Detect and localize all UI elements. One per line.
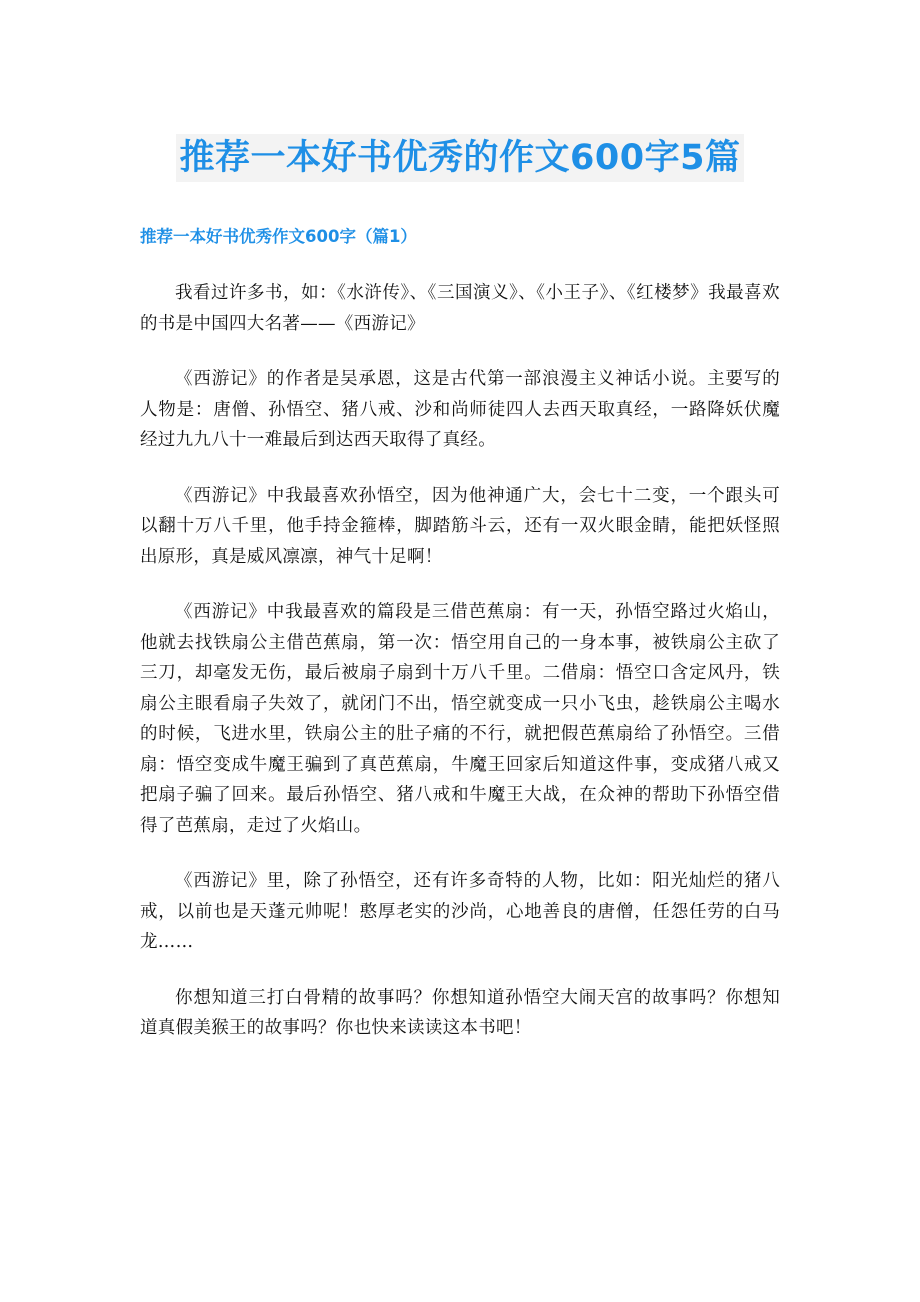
paragraph-2: 《西游记》的作者是吴承恩，这是古代第一部浪漫主义神话小说。主要写的人物是：唐僧、孙悟空、猪八戒、沙和尚师徒四人去西天取真经，一路降妖伏魔经过九九八十一难最后到达西天取得了真经。 bbox=[140, 369, 780, 450]
paragraph-3: 《西游记》中我最喜欢孙悟空，因为他神通广大，会七十二变，一个跟头可以翻十万八千里，他手持金箍棒，脚踏筋斗云，还有一双火眼金睛，能把妖怪照出原形，真是威风凛凛，神气十足啊！ bbox=[140, 485, 780, 567]
paragraph-6: 你想知道三打白骨精的故事吗？你想知道孙悟空大闹天宫的故事吗？你想知道真假美猴王的故事吗？你也快来读读这本书吧！ bbox=[140, 987, 780, 1038]
article-body bbox=[140, 278, 780, 1069]
section-heading: 推荐一本好书优秀作文600字（篇1） bbox=[140, 227, 417, 246]
paragraph-5: 《西游记》里，除了孙悟空，还有许多奇特的人物，比如：阳光灿烂的猪八戒，以前也是天蓬元帅呢！憨厚老实的沙尚，心地善良的唐僧，任怨任劳的白马龙…… bbox=[140, 871, 780, 952]
document-title: 推荐一本好书优秀的作文600字5篇 bbox=[176, 134, 745, 182]
paragraph-4: 《西游记》中我最喜欢的篇段是三借芭蕉扇：有一天，孙悟空路过火焰山，他就去找铁扇公主借芭蕉扇，第一次：悟空用自己的一身本事，被铁扇公主砍了三刀，却毫发无伤，最后被扇子扇到十万八千里。二借扇：悟空口含定风丹，铁扇公主眼看扇子失效了，就闭门不出，悟空就变成一只小飞虫，趁铁扇公主喝水的时候，飞进水里，铁扇公主的肚子痛的不行，就把假芭蕉扇给了孙悟空。三借扇：悟空变成牛魔王骗到了真芭蕉扇，牛魔王回家后知道这件事，变成猪八戒又把扇子骗了回来。最后孙悟空、猪八戒和牛魔王大战，在众神的帮助下孙悟空借得了芭蕉扇，走过了火焰山。 bbox=[140, 602, 780, 836]
title-container bbox=[0, 134, 920, 182]
paragraph-1: 我看过许多书，如：《水浒传》、《三国演义》、《小王子》、《红楼梦》我最喜欢的书是中国四大名著——《西游记》 bbox=[140, 283, 780, 334]
